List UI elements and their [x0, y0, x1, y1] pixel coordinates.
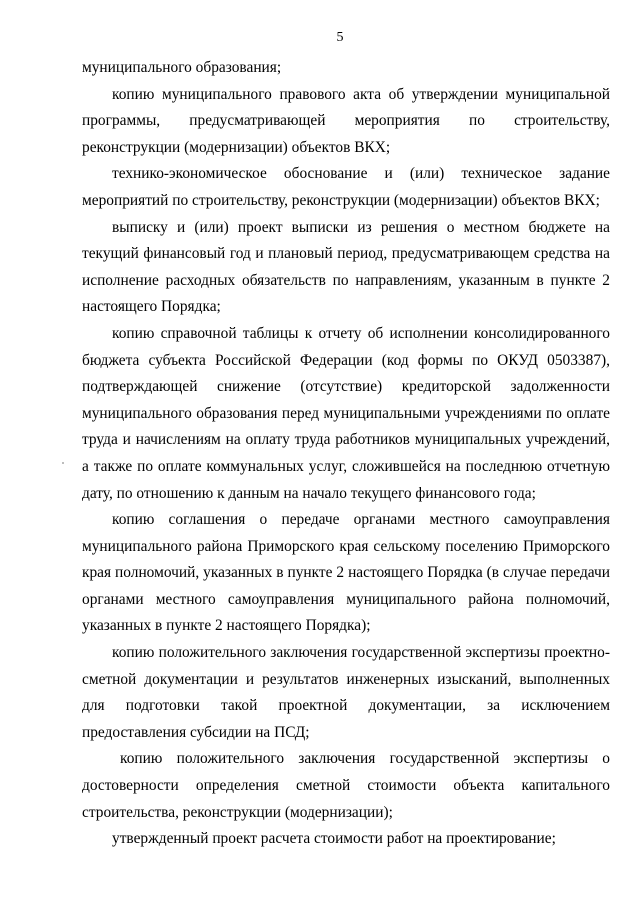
paragraph-continuation: муниципального образования;: [82, 59, 282, 76]
paragraph-expertise-cost: копию положительного заключения государственной экспертизы о достоверности определения сметной стоимости объекта капитального строительства, реконструкции (модернизации);: [82, 750, 610, 821]
document-body: [82, 55, 610, 853]
paragraph-agreement: копию соглашения о передаче органами местного самоуправления муниципального района Приморского края сельскому поселению Приморского края полномочий, указанных в пункте 2 настоящего Порядка (в случае передачи органами местного самоуправления муниципального района полномочий, указанных в пункте 2 настоящего Порядка);: [82, 511, 610, 635]
paragraph-program-act: копию муниципального правового акта об утверждении муниципальной программы, предусматривающей мероприятия по строительству, реконструкции (модернизации) объектов ВКХ;: [82, 85, 610, 156]
page-number: 5: [336, 30, 344, 45]
margin-speck: [62, 462, 64, 464]
paragraph-feasibility-study: технико-экономическое обоснование и (или) техническое задание мероприятий по строительству, реконструкции (модернизации) объектов ВКХ;: [82, 165, 610, 209]
paragraph-reference-table: копию справочной таблицы к отчету об исполнении консолидированного бюджета субъекта Российской Федерации (код формы по ОКУД 0503387), подтверждающей снижение (отсутствие) кредиторской задолженности муниципального образования перед муниципальными учреждениями по оплате труда и начислениям на оплату труда работников муниципальных учреждений, а также по оплате коммунальных услуг, сложившейся на последнюю отчетную дату, по отношению к данным на начало текущего финансового года;: [82, 324, 610, 502]
paragraph-design-cost: утвержденный проект расчета стоимости работ на проектирование;: [112, 830, 556, 848]
paragraph-budget-extract: выписку и (или) проект выписки из решения о местном бюджете на текущий финансовый год и плановый период, предусматривающем средства на исполнение расходных обязательств по направлениям, указанным в пункте 2 настоящего Порядка;: [82, 218, 610, 316]
paragraph-expertise-design: копию положительного заключения государственной экспертизы проектно-сметной документации и результатов инженерных изысканий, выполненных для подготовки такой проектной документации, за исключением предоставления субсидии на ПСД;: [82, 644, 610, 741]
